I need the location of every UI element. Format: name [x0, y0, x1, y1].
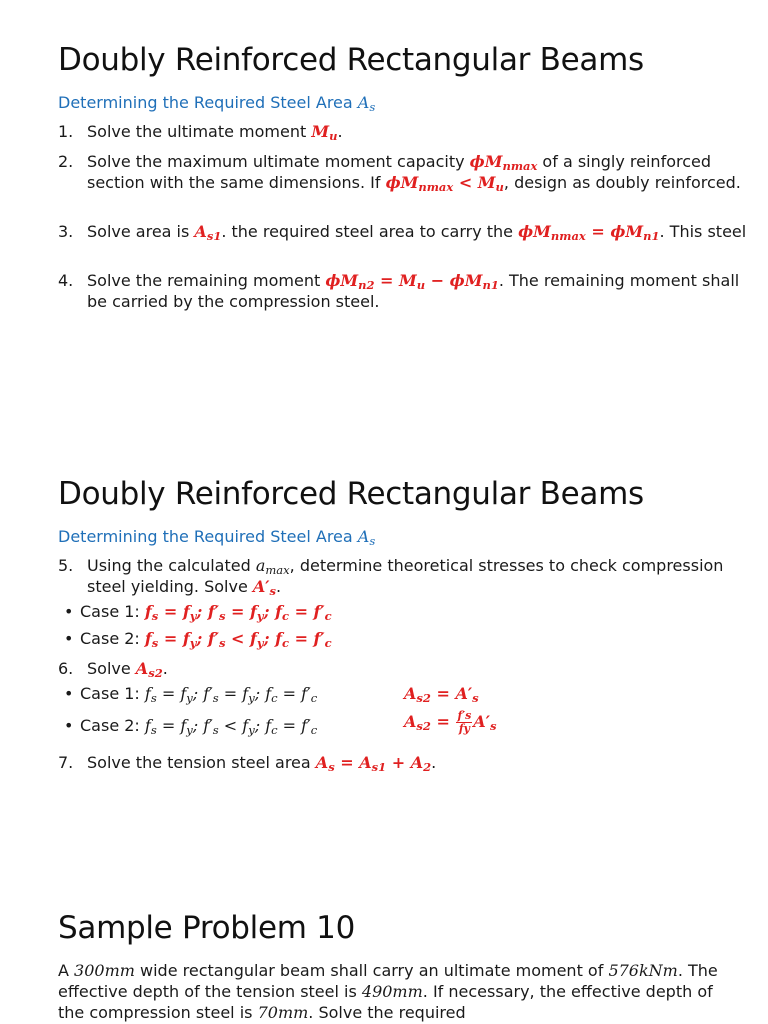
problem-statement: A 300mm wide rectangular beam shall carry an ultimate moment of 576kNm. The effective depth of the tension steel is 490mm. If necessary, the effective depth of the compression steel is 70mm. Solve the required	[58, 961, 718, 1022]
slide-subtitle: Determining the Required Steel Area $A_s$	[58, 527, 376, 548]
case-2-stress: • Case 2: $f_s = f_y$; $f'_s < f_y$; $f_c = f'_c$	[64, 629, 332, 650]
step-7: 7. Solve the tension steel area $A_s = A_{s1} + A_2$.	[58, 753, 437, 774]
case-1-area-equation: $A_{s2} = A'_s$	[404, 684, 479, 705]
step-3: 3. Solve area is $A_{s1}$. the required steel area to carry the $\phi M_{nmax} = \phi M_{n1}$. This steel	[58, 222, 747, 243]
slide-1	[0, 0, 768, 430]
case-2-area-equation: $A_{s2}$ = $\frac{f's}{fy}$ $A'_s$	[404, 709, 497, 735]
step-4: 4. Solve the remaining moment $\phi M_{n2} = M_u - \phi M_{n1}$. The remaining moment shall be carried by the compression steel.	[58, 271, 740, 311]
slide-title: Doubly Reinforced Rectangular Beams	[58, 42, 644, 78]
case-2-area: • Case 2: $f_s = f_y$; $f'_s < f_y$; $f_c = f'_c$	[64, 716, 318, 737]
slide-3	[0, 866, 768, 1024]
slide-2	[0, 432, 768, 864]
slide-title: Sample Problem 10	[58, 910, 356, 946]
case-1-area: • Case 1: $f_s = f_y$; $f'_s = f_y$; $f_c = f'_c$	[64, 684, 318, 705]
step-5: 5. Using the calculated $a_{max}$, determine theoretical stresses to check compression steel yielding. Solve $A'_s$.	[58, 556, 724, 598]
step-6: 6. Solve $A_{s2}$.	[58, 659, 168, 680]
step-2: 2. Solve the maximum ultimate moment capacity $\phi M_{nmax}$ of a singly reinforced section with the same dimensions. If $\phi M_{nmax} < M_u$, design as doubly reinforced.	[58, 152, 741, 194]
slide-title: Doubly Reinforced Rectangular Beams	[58, 476, 644, 512]
step-1: 1. Solve the ultimate moment $M_u$.	[58, 122, 343, 143]
case-1-equation: $f_s = f_y$; $f'_s = f_y$; $f_c = f'_c$	[144, 602, 332, 623]
case-2-equation: $f_s = f_y$; $f'_s < f_y$; $f_c = f'_c$	[144, 629, 332, 650]
case-1-stress: • Case 1: $f_s = f_y$; $f'_s = f_y$; $f_c = f'_c$	[64, 602, 332, 623]
slide-subtitle: Determining the Required Steel Area $A_s$	[58, 93, 376, 114]
